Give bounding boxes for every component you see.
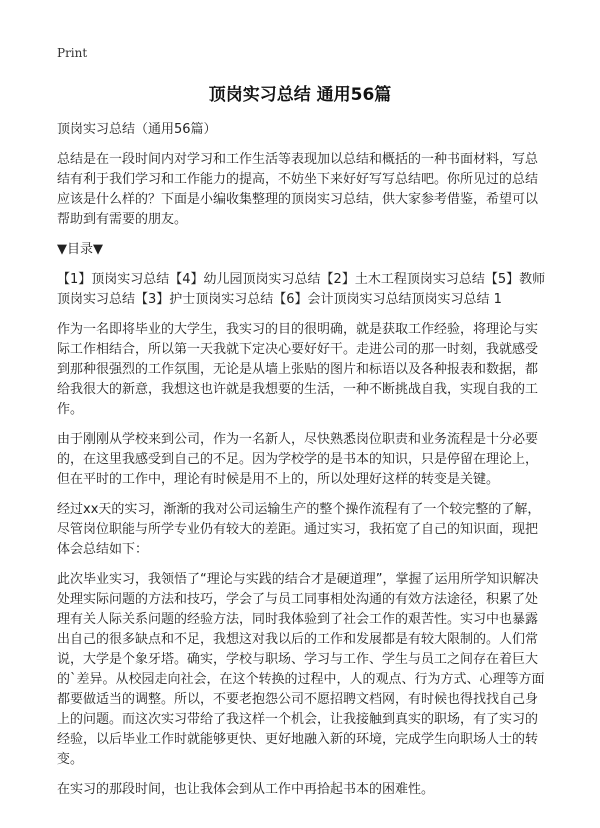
body-paragraph-4: 此次毕业实习，我领悟了“理论与实践的结合才是硬道理”，掌握了运用所学知识解决处理实际问题的方法和技巧，学会了与员工同事相处沟通的有效方法途径，积累了处理有关人际关系问题的经验方法，同时我体验到了社会工作的艰苦性。实习中也暴露出自己的很多缺点和不足，我想这对我以后的工作和发展都是有较大限制的。人们常说，大学是个象牙塔。确实，学校与职场、学习与工作、学生与员工之间存在着巨大的`差异。从校园走向社会，在这个转换的过程中，人的观点、行为方式、心理等方面都要做适当的调整。所以，不要老抱怨公司不愿招聘文档网，有时候也得找找自己身上的问题。而这次实习带给了我这样一个机会，让我接触到真实的职场，有了实习的经验，以后毕业工作时就能够更快、更好地融入新的环境，完成学生向职场人士的转变。: [57, 572, 545, 767]
body-paragraph-2: 由于刚刚从学校来到公司，作为一名新人，尽快熟悉岗位职责和业务流程是十分必要的，在这里我感受到自己的不足。因为学校学的是书本的知识，只是停留在理论上，但在平时的工作中，理论有时候是用不上的，所以处理好这样的转变是关键。: [57, 432, 539, 487]
document-body: [57, 120, 547, 810]
body-paragraph-1: 作为一名即将毕业的大学生，我实习的目的很明确，就是获取工作经验，将理论与实际工作相结合，所以第一天我就下定决心要好好干。走进公司的那一时刻，我就感受到那种很强烈的工作氛围，无论是从墙上张贴的图片和标语以及各种报表和数据，都给我很大的新意，我想这也许就是我想要的生活，一种不断挑战自我，实现自我的工作。: [57, 322, 539, 417]
subtitle: 顶岗实习总结（通用56篇）: [57, 122, 217, 137]
toc-label: ▼目录▼: [57, 242, 103, 257]
body-paragraph-3: 经过xx天的实习，渐渐的我对公司运输生产的整个操作流程有了一个较完整的了解，尽管岗位职能与所学专业仍有较大的差距。通过实习，我拓宽了自己的知识面，现把体会总结如下：: [57, 502, 541, 557]
page-title: 顶岗实习总结 通用56篇: [208, 85, 392, 105]
body-paragraph-5: 在实习的那段时间，也让我体会到从工作中再拾起书本的困难性。: [57, 782, 435, 797]
intro-paragraph: 总结是在一段时间内对学习和工作生活等表现加以总结和概括的一种书面材料，写总结有利于我们学习和工作能力的提高，不妨坐下来好好写写总结吧。你所见过的总结应该是什么样的？下面是小编收集整理的顶岗实习总结，供大家参考借鉴，希望可以帮助到有需要的朋友。: [57, 152, 539, 227]
print-link[interactable]: Print: [57, 46, 88, 60]
table-of-contents[interactable]: 【1】顶岗实习总结【4】幼儿园顶岗实习总结【2】土木工程顶岗实习总结【5】教师顶岗实习总结【3】护士顶岗实习总结【6】会计顶岗实习总结顶岗实习总结 1: [57, 272, 546, 307]
